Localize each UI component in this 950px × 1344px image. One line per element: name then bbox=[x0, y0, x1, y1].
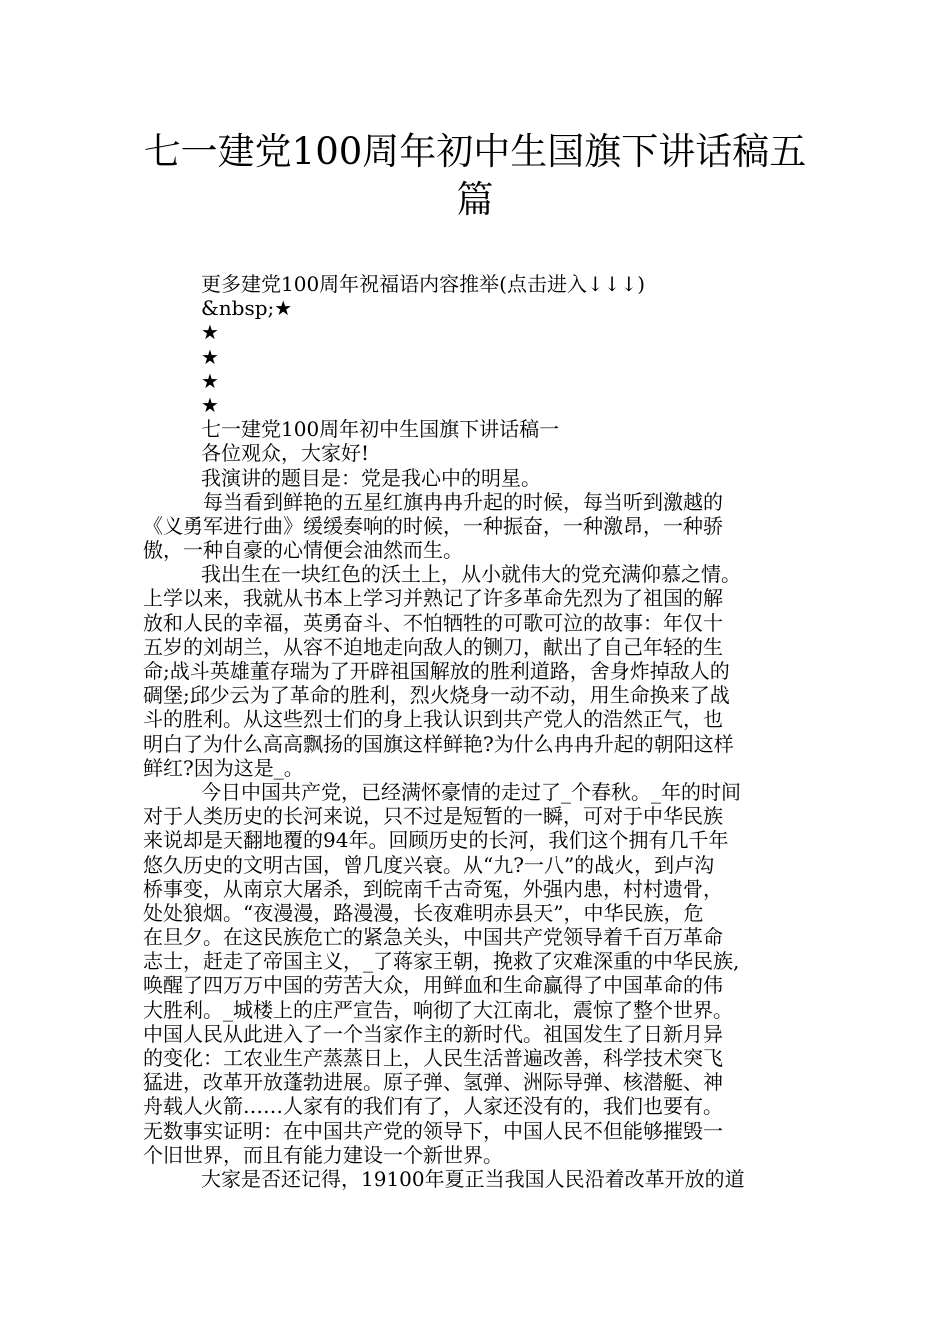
paragraph-line: 悠久历史的文明古国，曾几度兴衰。从“九?一八”的战火，到卢沟 bbox=[143, 852, 715, 877]
paragraph-line: 无数事实证明：在中国共产党的领导下，中国人民不但能够摧毁一 bbox=[143, 1118, 723, 1143]
topic-line: 我演讲的题目是：党是我心中的明星。 bbox=[201, 465, 541, 490]
star-icon: ★ bbox=[201, 320, 219, 345]
paragraph-line: 明白了为什么高高飘扬的国旗这样鲜艳?为什么冉冉升起的朝阳这样 bbox=[143, 731, 734, 756]
paragraph-line: 鲜红?因为这是_。 bbox=[143, 755, 304, 780]
paragraph-1 bbox=[143, 490, 823, 563]
star-icon: ★ bbox=[201, 344, 219, 369]
document-title bbox=[100, 128, 850, 224]
paragraph-line: 处处狼烟。“夜漫漫，路漫漫，长夜难明赤县天”，中华民族，危 bbox=[143, 900, 704, 925]
paragraph-line: 桥事变，从南京大屠杀，到皖南千古奇冤，外强内患，村村遗骨， bbox=[143, 876, 723, 901]
paragraph-2 bbox=[143, 562, 823, 780]
paragraph-line: 大家是否还记得，19100年夏正当我国人民沿着改革开放的道 bbox=[201, 1166, 745, 1191]
paragraph-line: 唤醒了四万万中国的劳苦大众，用鲜血和生命赢得了中国革命的伟 bbox=[143, 973, 723, 998]
title-line-1: 七一建党100周年初中生国旗下讲话稿五 bbox=[143, 130, 807, 173]
paragraph-line: 舟载人火箭……人家有的我们有了，人家还没有的，我们也要有。 bbox=[143, 1094, 723, 1119]
paragraph-line: 来说却是天翻地覆的94年。回顾历史的长河，我们这个拥有几千年 bbox=[143, 828, 729, 853]
paragraph-line: 放和人民的幸福，英勇奋斗、不怕牺牲的可歌可泣的故事：年仅十 bbox=[143, 610, 723, 635]
paragraph-line: 中国人民从此进入了一个当家作主的新时代。祖国发生了日新月异 bbox=[143, 1021, 723, 1046]
paragraph-line: 猛进，改革开放蓬勃进展。原子弹、氢弹、洲际导弹、核潜艇、神 bbox=[143, 1070, 723, 1095]
paragraph-line: 五岁的刘胡兰，从容不迫地走向敌人的铡刀，献出了自己年轻的生 bbox=[143, 634, 723, 659]
paragraph-line: 志士，赶走了帝国主义，_了蒋家王朝，挽救了灾难深重的中华民族, bbox=[143, 949, 740, 974]
paragraph-line: 《义勇军进行曲》缓缓奏响的时候，一种振奋，一种激昂，一种骄 bbox=[143, 513, 723, 538]
paragraph-line: 我出生在一块红色的沃土上，从小就伟大的党充满仰慕之情。 bbox=[201, 562, 741, 587]
paragraph-line: 斗的胜利。从这些烈士们的身上我认识到共产党人的浩然正气，也 bbox=[143, 707, 723, 732]
paragraph-line: 的变化：工农业生产蒸蒸日上，人民生活普遍改善，科学技术突飞 bbox=[143, 1046, 723, 1070]
greeting-line: 各位观众，大家好! bbox=[201, 441, 370, 466]
paragraph-line: 傲，一种自豪的心情便会油然而生。 bbox=[143, 538, 463, 563]
paragraph-line: 在旦夕。在这民族危亡的紧急关头，中国共产党领导着千百万革命 bbox=[143, 925, 723, 950]
paragraph-line: 个旧世界，而且有能力建设一个新世界。 bbox=[143, 1142, 503, 1167]
paragraph-3 bbox=[143, 780, 823, 1167]
paragraph-line: 对于人类历史的长河来说，只不过是短暂的一瞬，可对于中华民族 bbox=[143, 804, 723, 829]
section-heading: 七一建党100周年初中生国旗下讲话稿一 bbox=[201, 417, 560, 442]
paragraph-line: 今日中国共产党，已经满怀豪情的走过了_个春秋。_年的时间 bbox=[201, 779, 741, 804]
paragraph-line: 命;战斗英雄董存瑞为了开辟祖国解放的胜利道路，舍身炸掉敌人的 bbox=[143, 659, 730, 683]
paragraph-line: 碉堡;邱少云为了革命的胜利，烈火烧身一动不动，用生命换来了战 bbox=[143, 683, 730, 708]
paragraph-4 bbox=[143, 1167, 823, 1191]
nbsp-star-line: &nbsp;★ bbox=[201, 296, 293, 321]
paragraph-line: 每当看到鲜艳的五星红旗冉冉升起的时候，每当听到激越的 bbox=[203, 489, 723, 514]
paragraph-line: 上学以来，我就从书本上学习并熟记了许多革命先烈为了祖国的解 bbox=[143, 586, 723, 611]
title-line-2: 篇 bbox=[456, 178, 494, 221]
star-icon: ★ bbox=[201, 368, 219, 393]
star-icon: ★ bbox=[201, 392, 219, 417]
paragraph-line: 大胜利。_城楼上的庄严宣告，响彻了大江南北，震惊了整个世界。 bbox=[143, 997, 733, 1022]
document-body bbox=[143, 272, 823, 1191]
intro-line: 更多建党100周年祝福语内容推举(点击进入↓↓↓) bbox=[201, 272, 646, 296]
